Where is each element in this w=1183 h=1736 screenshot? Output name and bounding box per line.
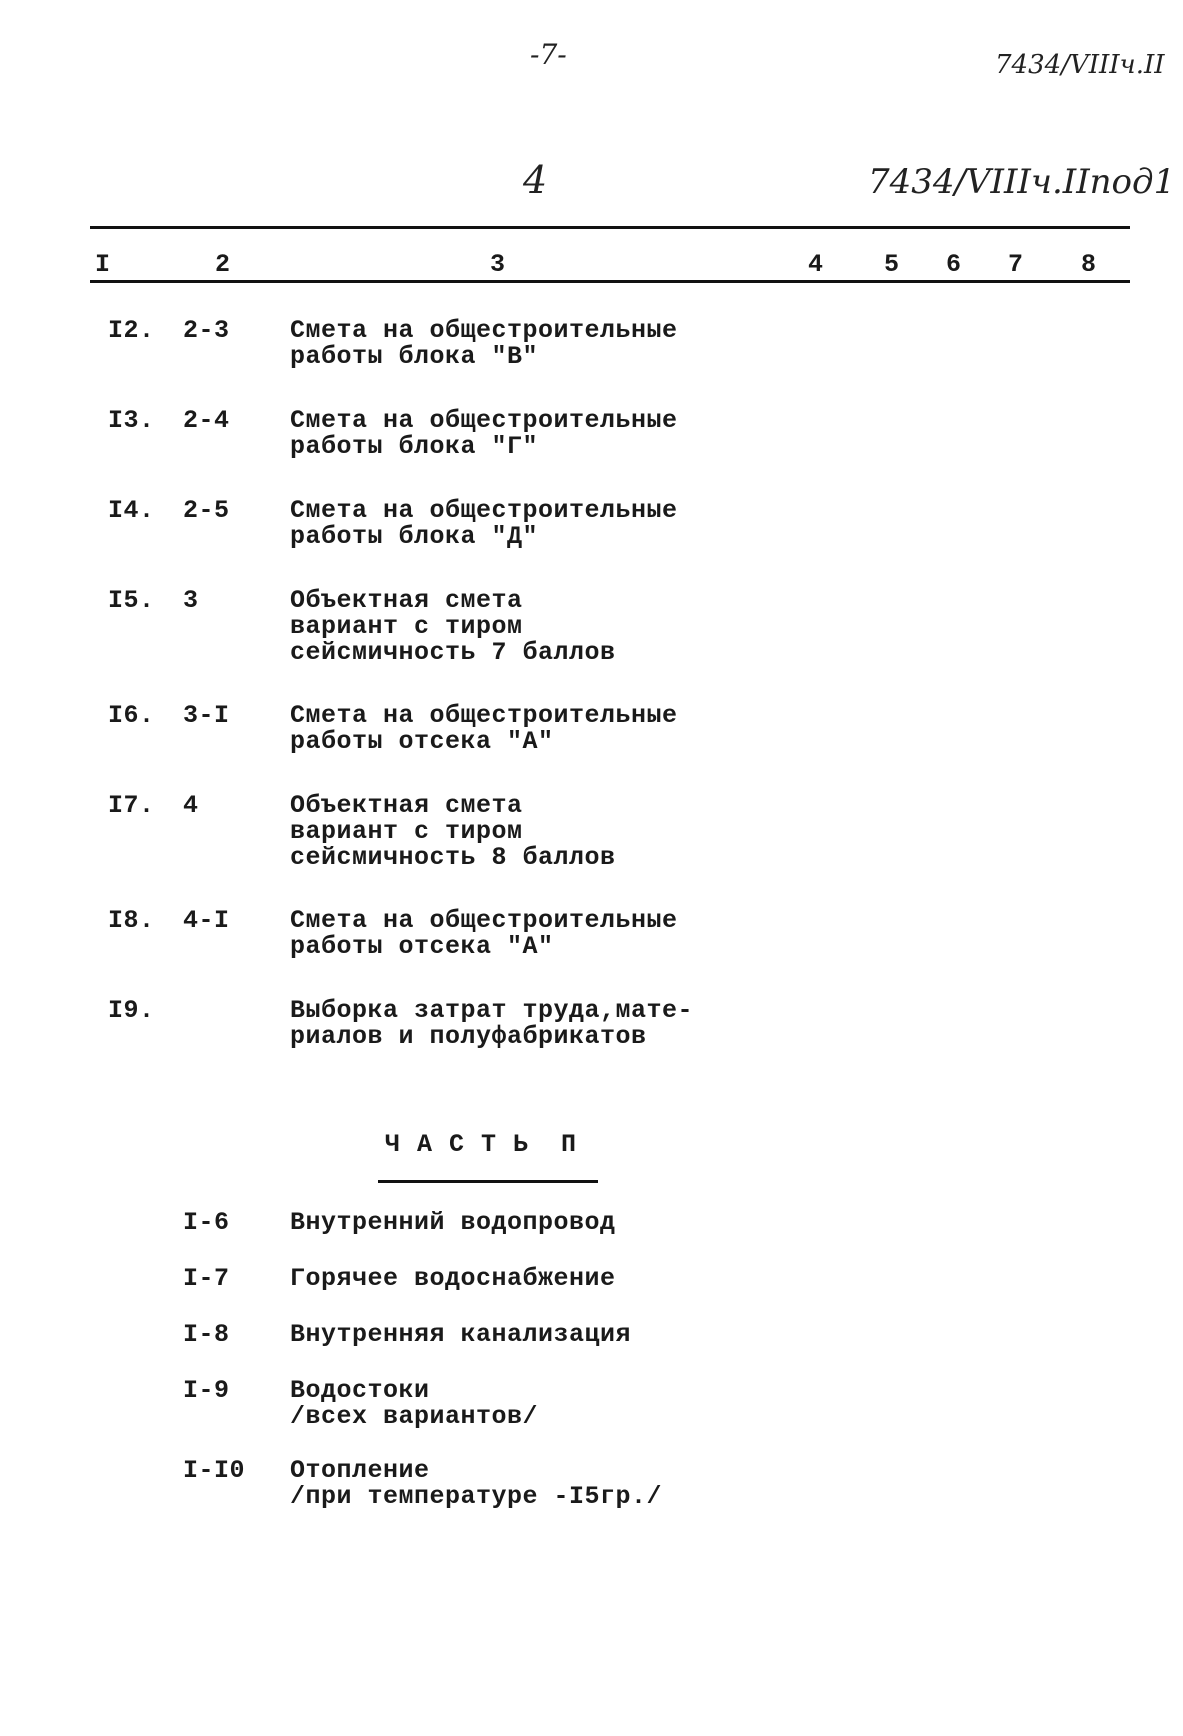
row-code: I-6 [183,1208,230,1237]
row-description: Отопление /при температуре -I5гр./ [290,1456,663,1511]
row-description: Смета на общестроительные работы отсека "А" [290,906,678,961]
column-header-2: 2 [215,250,231,279]
table-top-rule [90,226,1130,229]
row-code: 2-3 [183,316,230,345]
column-header-4: 4 [808,250,824,279]
row-description: Объектная смета вариант с тиром сейсмичность 7 баллов [290,586,616,667]
row-number: I5. [108,586,155,615]
page-number: 4 [523,158,548,202]
page-mark: -7- [530,38,567,71]
table-header-rule [90,280,1130,283]
row-number: I7. [108,791,155,820]
row-code: 2-4 [183,406,230,435]
column-header-1: I [95,250,111,279]
row-code: 3-I [183,701,230,730]
row-number: I9. [108,996,155,1025]
row-number: I8. [108,906,155,935]
column-header-6: 6 [946,250,962,279]
row-code: 3 [183,586,199,615]
row-description: Объектная смета вариант с тиром сейсмичность 8 баллов [290,791,616,872]
column-header-5: 5 [884,250,900,279]
archive-code-top: 7434/VIIIч.II [995,50,1165,80]
row-code: 2-5 [183,496,230,525]
row-description: Выборка затрат труда,мате- риалов и полуфабрикатов [290,996,694,1051]
row-description: Внутренняя канализация [290,1320,632,1349]
archive-code-main: 7434/VIIIч.IIпод1 [868,162,1176,202]
column-header-7: 7 [1008,250,1024,279]
row-number: I4. [108,496,155,525]
row-code: I-I0 [183,1456,246,1485]
column-header-3: 3 [490,250,506,279]
row-description: Внутренний водопровод [290,1208,616,1237]
row-description: Смета на общестроительные работы отсека "А" [290,701,678,756]
row-description: Горячее водоснабжение [290,1264,616,1293]
row-number: I2. [108,316,155,345]
row-code: 4 [183,791,199,820]
section-title: Ч А С Т Ь П [385,1130,578,1159]
row-code: I-7 [183,1264,230,1293]
row-description: Смета на общестроительные работы блока "В" [290,316,678,371]
row-code: 4-I [183,906,230,935]
row-code: I-8 [183,1320,230,1349]
row-number: I6. [108,701,155,730]
row-code: I-9 [183,1376,230,1405]
column-header-8: 8 [1081,250,1097,279]
row-description: Смета на общестроительные работы блока "Д" [290,496,678,551]
row-description: Смета на общестроительные работы блока "Г" [290,406,678,461]
section-underline [378,1180,598,1183]
row-number: I3. [108,406,155,435]
row-description: Водостоки /всех вариантов/ [290,1376,539,1431]
